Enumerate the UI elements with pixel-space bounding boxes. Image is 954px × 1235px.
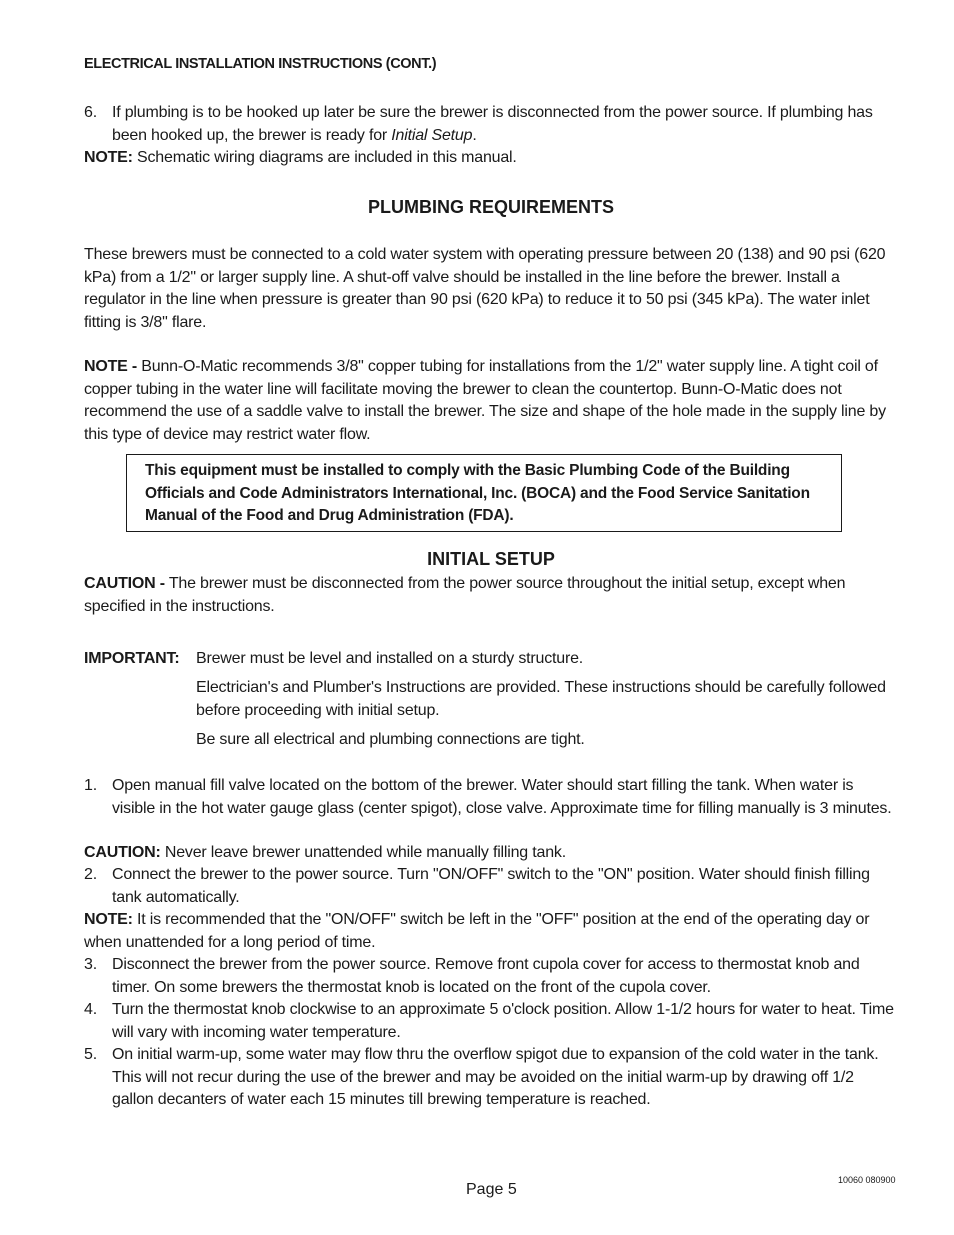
- step-number: 1.: [84, 777, 97, 794]
- item-number: 6.: [84, 104, 97, 121]
- section-header: ELECTRICAL INSTALLATION INSTRUCTIONS (CONT.): [84, 56, 437, 72]
- caution-text: The brewer must be disconnected from the power source throughout the initial setup, except when specified in the instructions.: [84, 575, 846, 615]
- note-text: Bunn-O-Matic recommends 3/8" copper tubing for installations from the 1/2" water supply line. A tight coil of copper tubing in the water line will facilitate moving the brewer to clean the countertop. Bunn-O-Matic does not recommend the use of a saddle valve to install the brewer. The size and shape of the hole made in the supply line by this type of device may restrict water flow.: [84, 358, 886, 443]
- important-label: IMPORTANT:: [84, 650, 180, 667]
- plumbing-note: [84, 356, 898, 446]
- note-text: Schematic wiring diagrams are included in this manual.: [132, 149, 517, 166]
- step-number: 3.: [84, 956, 97, 973]
- setup-step-2: [84, 864, 898, 909]
- page-number: Page 5: [466, 1181, 517, 1198]
- initial-setup-title: INITIAL SETUP: [427, 549, 555, 569]
- code-compliance-box: This equipment must be installed to comply with the Basic Plumbing Code of the Building Officials and Code Administrators International, Inc. (BOCA) and the Food Service Sanitation Manual of the Food and Drug Administration (FDA).: [126, 454, 842, 532]
- plumbing-title: PLUMBING REQUIREMENTS: [367, 197, 614, 217]
- step-number: 5.: [84, 1046, 97, 1063]
- step-text: On initial warm-up, some water may flow thru the overflow spigot due to expansion of the cold water in the tank. This will not recur during the use of the brewer and may be avoided on the initial warm-up by drawing off 1/2 gallon decanters of water each 15 minutes till brewing temperature is reached.: [112, 1046, 879, 1108]
- important-line-1: Brewer must be level and installed on a sturdy structure.: [196, 650, 584, 667]
- caution-text: Never leave brewer unattended while manually filling tank.: [160, 844, 566, 861]
- plumbing-paragraph: These brewers must be connected to a cold water system with operating pressure between 20 (138) and 90 psi (620 kPa) from a 1/2" or larger supply line. A shut-off valve should be installed in the line before the brewer. Install a regulator in the line when pressure is greater than 90 psi (620 kPa) to reduce it to 50 psi (345 kPa). The water inlet fitting is 3/8" flare.: [84, 246, 886, 331]
- caution-label: CAUTION:: [84, 844, 161, 861]
- elec-item-6: [84, 102, 898, 147]
- step-number: 2.: [84, 866, 97, 883]
- step-text: Turn the thermostat knob clockwise to an approximate 5 o'clock position. Allow 1-1/2 hours for water to heat. Time will vary with incoming water temperature.: [112, 1001, 894, 1041]
- setup-step-4: [84, 999, 898, 1044]
- note-label: NOTE -: [84, 358, 138, 375]
- note-text: It is recommended that the "ON/OFF" switch be left in the "OFF" position at the end of the operating day or when unattended for a long period of time.: [84, 911, 870, 951]
- setup-step-1: [84, 775, 898, 820]
- setup-caution-2: [84, 842, 898, 865]
- item-text: If plumbing is to be hooked up later be sure the brewer is disconnected from the power source. If plumbing has been hooked up, the brewer is ready for Initial Setup.: [112, 104, 873, 144]
- step-text: Disconnect the brewer from the power source. Remove front cupola cover for access to thermostat knob and timer. On some brewers the thermostat knob is located on the front of the cupola cover.: [112, 956, 860, 996]
- setup-step-3: [84, 954, 898, 999]
- note-label: NOTE:: [84, 911, 133, 928]
- important-line-3: Be sure all electrical and plumbing connections are tight.: [196, 731, 585, 748]
- elec-note: [84, 147, 898, 170]
- step-number: 4.: [84, 1001, 97, 1018]
- step-text: Connect the brewer to the power source. Turn "ON/OFF" switch to the "ON" position. Water should finish filling tank automatically.: [112, 866, 870, 906]
- step-text: Open manual fill valve located on the bottom of the brewer. Water should start filling the tank. When water is visible in the hot water gauge glass (center spigot), close valve. Approximate time for filling manually is 3 minutes.: [112, 777, 892, 817]
- note-label: NOTE:: [84, 149, 133, 166]
- document-code: 10060 080900: [838, 1175, 896, 1185]
- setup-caution: [84, 573, 898, 618]
- caution-label: CAUTION -: [84, 575, 165, 592]
- important-line-2: Electrician's and Plumber's Instructions are provided. These instructions should be carefully followed before proceeding with initial setup.: [196, 679, 886, 719]
- setup-note: [84, 909, 898, 954]
- setup-step-5: [84, 1044, 898, 1112]
